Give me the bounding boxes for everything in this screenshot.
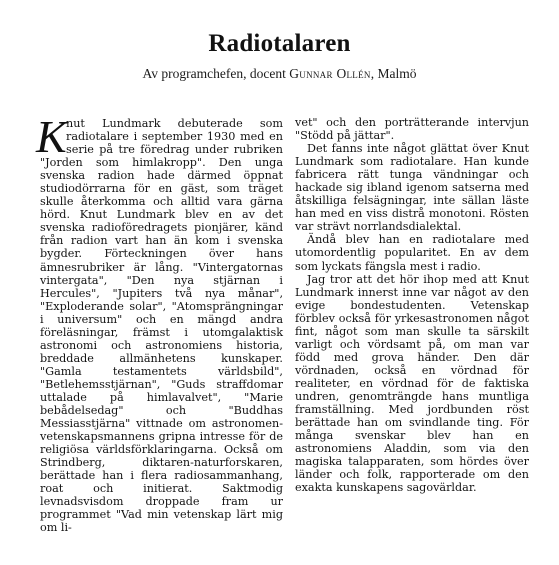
byline-suffix: , Malmö [370,66,417,81]
right-column [295,116,529,494]
paragraph-1-text: nut Lundmark debuterade som radiotalare i september 1930 med en serie på tre föredrag under rubriken "Jorden som himlakropp". Den unga svenska radion hade därmed öppnat studiodörrarna för en gäst, som träget skulle återkomma och alltid vara gärna hörd. Knut Lundmark blev en av det svenska radioföredragets pionjärer, känd från radion vart han än kom i svenska bygder. Förteckningen över hans ämnesrubriker är lång. "Vintergatornas vintergata", "Den nya stjärnan i Hercules", "Jupiters två nya månar", "Exploderande solar", "Atomsprängningar i universum" och en mängd andra föreläsningar, främst i utomgalaktisk astronomi och astronomiens historia, breddade allmänhetens kunskaper. "Gamla testamentets världsbild", "Betlehemsstjärnan", "Guds straffdomar uttalade på himlavalvet", "Marie bebådelsedag" och "Buddhas Messiasstjärna" vittnade om astronomen-vetenskapsmannens gripna intresse för de religiösa världsförklaringarna. Också om Strindberg, diktaren-naturforskaren, berättade han i flera radiosammanhang, roat och initierat. Saktmodig levnadsvisdom droppade fram ur programmet "Vad min vetenskap lärt mig om li- [40,117,283,535]
paragraph-3: Ändå blev han en radiotalare med utomordentlig popularitet. En av dem som lyckats fängsla mest i radio. [295,233,529,273]
article-title: Radiotalaren [208,30,351,57]
left-column [36,111,283,535]
paragraph-2: Det fanns inte något glättat över Knut Lundmark som radiotalare. Han kunde fabricera rätt tunga vändningar och hackade sig ibland igenom satserna med åtskilliga felsägningar, inte sällan läste han med en viss distrå monotoni. Rösten var strävt norrlandsdialektal. [295,142,529,234]
paragraph-1-continued: vet" och den porträtterande intervjun "Stödd på jättar". [295,116,529,143]
article-byline [0,66,559,82]
byline-prefix: Av programchefen, docent [142,66,286,81]
paragraph-1 [36,111,283,535]
paragraph-4: Jag tror att det hör ihop med att Knut Lundmark innerst inne var något av den evige bondestudenten. Vetenskap förblev också för yrkesastronomen något fint, något som man skulle ta särskilt varligt och vördsamt på, om man var född med grova händer. Den där vördnaden, också en vördnad för realiteter, en vördnad för de faktiska undren, genomträngde hans muntliga framställning. Med jordbunden röst berättade han om svindlande ting. För många svenskar blev han en astronomiens Aladdin, som via den magiska talapparaten, som hördes över länder och folk, rapporterade om den exakta kunskapens sagovärldar. [295,272,529,495]
byline-author: Gunnar Ollén [289,66,371,81]
drop-cap: K [36,111,67,162]
